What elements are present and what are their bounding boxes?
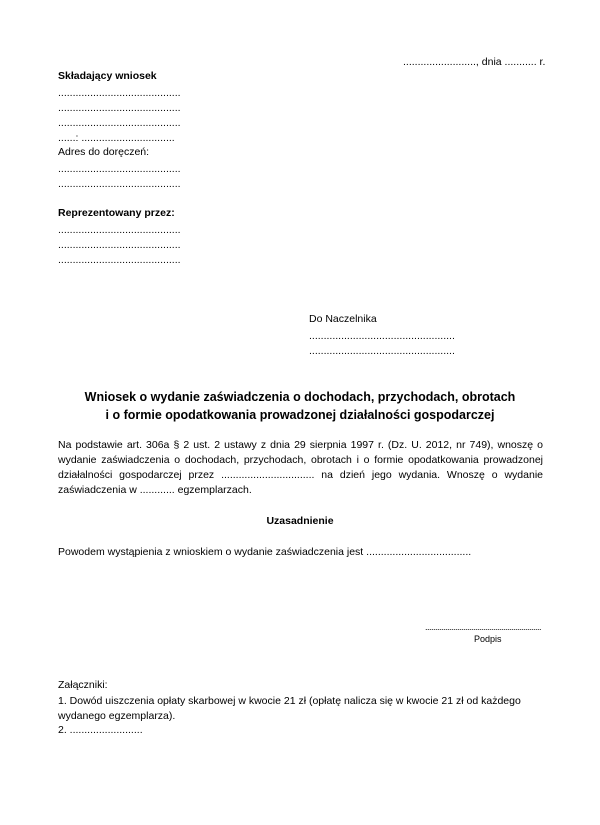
recipient-line-1: ..................................................: [309, 330, 455, 342]
recipient-label: Do Naczelnika: [309, 313, 377, 325]
address-label: Adres do doręczeń:: [58, 146, 150, 158]
representative-line-1: ..........................................: [58, 224, 181, 236]
address-line-1: ..........................................: [58, 163, 181, 175]
signature-label: Podpis: [474, 634, 502, 644]
attachment-item-1: 1. Dowód uiszczenia opłaty skarbowej w kwocie 21 zł (opłatę nalicza się w kwocie 21 zł od każdego wydanego egzemplarza).: [58, 695, 521, 722]
applicant-line-2: ..........................................: [58, 102, 181, 114]
justification-text: Powodem wystąpienia z wnioskiem o wydanie zaświadczenia jest ....................................: [58, 546, 472, 558]
applicant-line-1: ..........................................: [58, 87, 181, 99]
document-title-line-1: Wniosek o wydanie zaświadczenia o dochodach, przychodach, obrotach: [84, 390, 516, 404]
applicant-line-3: ..........................................: [58, 117, 181, 129]
document-title-line-2: i o formie opodatkowania prowadzonej działalności gospodarczej: [105, 408, 495, 422]
representative-label: Reprezentowany przez:: [58, 207, 175, 219]
place-date-line: ........................., dnia ........... r.: [403, 56, 546, 68]
request-paragraph: Na podstawie art. 306a § 2 ust. 2 ustawy z dnia 29 sierpnia 1997 r. (Dz. U. 2012, nr 749), wnoszę o wydanie zaświadczenia o dochodach, przychodach, obrotach i o formie opodatkowania prowadzonej działalności gospodarczej przez ................................ na dzień jego wydania. Wnoszę o wydanie zaświadczenia w ............ egzemplarzach.: [58, 439, 543, 496]
signature-line: ..........................................................: [425, 622, 542, 632]
representative-line-2: ..........................................: [58, 239, 181, 251]
address-line-2: ..........................................: [58, 178, 181, 190]
justification-heading: Uzasadnienie: [266, 515, 334, 527]
attachments-label: Załączniki:: [58, 679, 108, 691]
representative-line-3: ..........................................: [58, 254, 181, 266]
applicant-label: Składający wniosek: [58, 70, 157, 82]
attachment-item-2: 2. .........................: [58, 724, 143, 736]
recipient-line-2: ..................................................: [309, 345, 455, 357]
applicant-line-4: ......: ................................: [58, 132, 175, 144]
